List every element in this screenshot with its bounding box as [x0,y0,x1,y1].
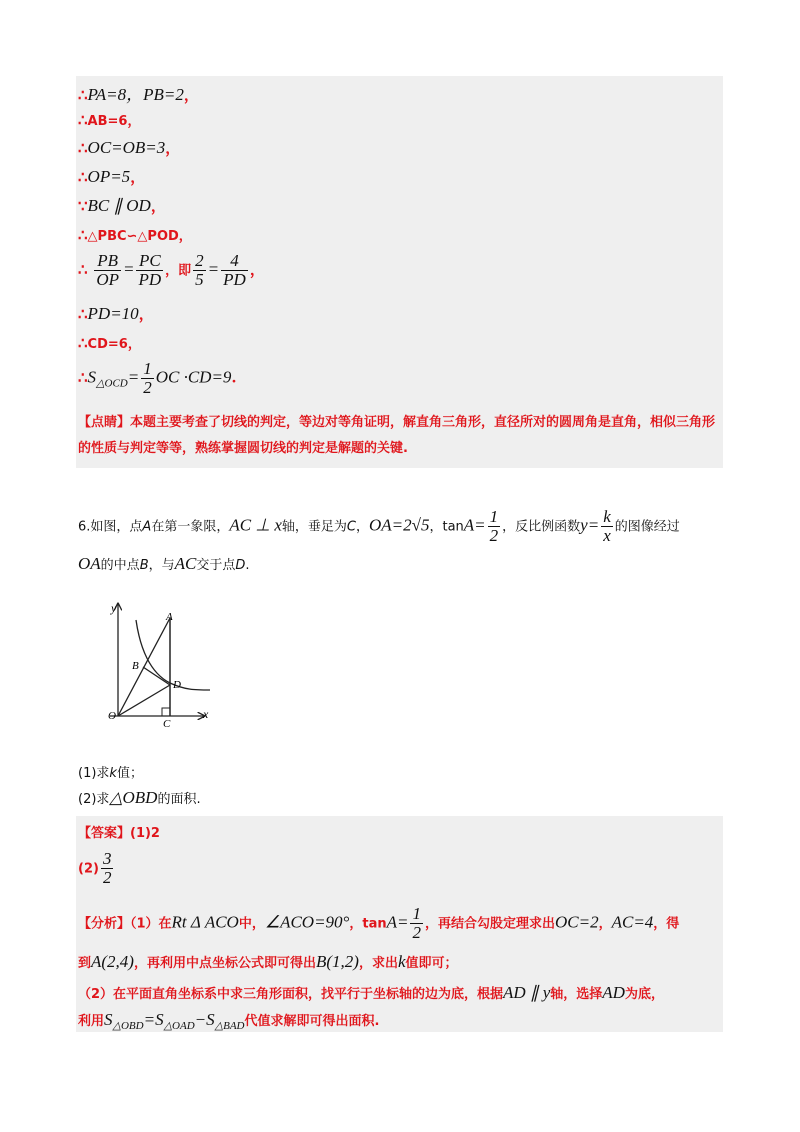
analysis-line-4: 利用$S_{\triangle OBD}=S_{\triangle OAD}-S_{\triangle BAD}$代值求解即可得出面积. [78,1010,380,1032]
solution-line-1: ∴PA=8，PB=2， [78,85,199,104]
solution-line-9: ∴CD=6， [78,334,141,352]
fraction-4-pd: $\frac{4}{PD}$ [223,251,246,289]
answer-line-2: (2) $\frac{3}{2}$ [78,849,112,887]
label-o: O [108,710,116,722]
fraction-analysis-half: $\frac{1}{2}$ [412,904,421,942]
fraction-k-x: $\frac{k}{x}$ [603,507,611,545]
solution-line-2: ∴AB=6， [78,111,141,129]
fraction-pc-pd: $\frac{PC}{PD}$ [138,251,162,289]
answer-line-1: 【答案】(1)2 [78,826,160,841]
question-1: (1)求k值； [78,766,143,781]
fraction-2-5: $\frac{2}{5}$ [195,251,204,289]
analysis-line-1: 【分析】（1）在Rt Δ ACO中，∠ACO=90°，tanA= $\frac{1}{2}$ ，再结合勾股定理求出OC=2，AC=4，得 [78,904,680,942]
fraction-3-2: $\frac{3}{2}$ [102,849,112,887]
fraction-1-2: $\frac{1}{2}$ [143,359,152,397]
problem-line-2: OA的中点B，与AC交于点D. [78,554,250,573]
geometry-figure [100,598,220,728]
label-b: B [132,660,139,672]
fraction-tan-half: $\frac{1}{2}$ [489,507,499,545]
solution-line-3: ∴OC=OB=3， [78,138,181,157]
question-2: (2)求△OBD的面积. [78,788,201,807]
analysis-line-2: 到A(2,4)，再利用中点坐标公式即可得出B(1,2)，求出k值即可； [78,952,458,971]
label-c: C [163,718,171,728]
solution-line-7: ∴ $\frac{PB}{OP}$ = $\frac{PC}{PD}$ ，即 $\frac{2}{5}$ = $\frac{4}{PD}$ ， [78,251,265,289]
solution-line-8: ∴PD=10， [78,304,154,323]
label-x: x [203,707,209,721]
solution-line-4: ∴OP=5， [78,167,146,186]
key-point-note: 【点睛】本题主要考查了切线的判定，等边对等角证明，解直角三角形，直径所对的圆周角是直角，相似三角形的性质与判定等等，熟练掌握圆切线的判定是解题的关键. [78,415,716,456]
segment-bd [143,667,170,685]
right-angle-mark [162,708,170,716]
label-y: y [111,601,117,615]
analysis-line-3: （2）在平面直角坐标系中求三角形面积，找平行于坐标轴的边为底，根据AD ∥ y轴，选择AD为底， [78,983,664,1002]
solution-line-10: $\therefore S_{\triangle OCD}=$ $\frac{1}{2}$ OC ·CD=9. [78,359,237,397]
solution-line-6: ∴△PBC∽△POD， [78,226,192,244]
fraction-pb-op: $\frac{PB}{OP}$ [96,251,119,289]
solution-line-5: ∵BC ∥ OD， [78,196,166,215]
label-d: D [173,679,181,691]
problem-line-1: 6.如图，点A在第一象限，AC ⊥ x轴，垂足为C，OA=2√5，tanA= $\frac{1}{2}$ ，反比例函数y= $\frac{k}{x}$ 的图像经过 [78,507,680,545]
label-a: A [166,611,173,623]
